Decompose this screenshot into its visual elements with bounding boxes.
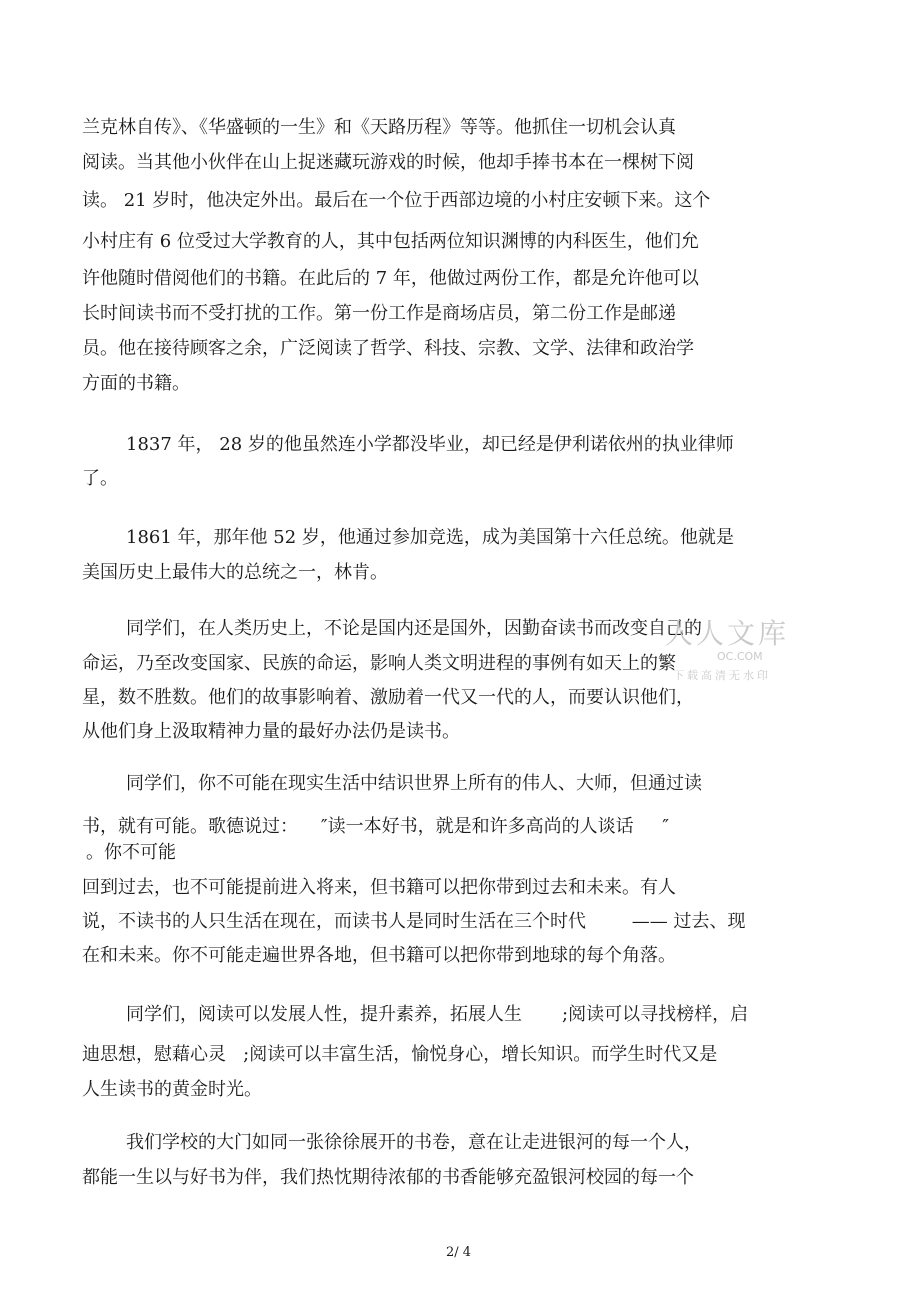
text-line: 。你不可能 <box>86 842 176 863</box>
text-line: 许他随时借阅他们的书籍。在此后的 7 年，他做过两份工作，都是允许他可以 <box>82 268 699 289</box>
watermark-title: 人人文库 <box>665 617 790 650</box>
text-line: 都能一生以与好书为伴，我们热忱期待浓郁的书香能够充盈银河校园的每一个 <box>82 1167 694 1188</box>
text-line: 长时间读书而不受打扰的工作。第一份工作是商场店员，第二份工作是邮递 <box>82 303 676 324</box>
text-line: 书，就有可能。歌德说过： ″读一本好书，就是和许多高尚的人谈话 ″ <box>82 816 669 837</box>
text-line: 了。 <box>82 468 118 489</box>
text-line: 同学们，阅读可以发展人性，提升素养，拓展人生 ;阅读可以寻找榜样，启 <box>126 1004 749 1025</box>
text-line: 阅读。当其他小伙伴在山上捉迷藏玩游戏的时候，他却手捧书本在一棵树下阅 <box>82 152 694 173</box>
text-line: 读。 21 岁时，他决定外出。最后在一个位于西部边境的小村庄安顿下来。这个 <box>82 190 711 211</box>
text-line: 在和未来。你不可能走遍世界各地，但书籍可以把你带到地球的每个角落。 <box>82 945 676 966</box>
text-line: 1861 年，那年他 52 岁，他通过参加竞选，成为美国第十六任总统。他就是 <box>126 527 734 548</box>
text-line: 同学们，在人类历史上，不论是国内还是国外，因勤奋读书而改变自己的 <box>126 618 702 639</box>
text-line: 方面的书籍。 <box>82 373 190 394</box>
text-line: 命运，乃至改变国家、民族的命运，影响人类文明进程的事例有如天上的繁 <box>82 653 676 674</box>
text-line: 员。他在接待顾客之余，广泛阅读了哲学、科技、宗教、文学、法律和政治学 <box>82 338 694 359</box>
text-line: 1837 年， 28 岁的他虽然连小学都没毕业，却已经是伊利诺依州的执业律师 <box>126 434 734 455</box>
text-line: 说，不读书的人只生活在现在，而读书人是同时生活在三个时代 —— 过去、现 <box>82 911 746 932</box>
text-line: 小村庄有 6 位受过大学教育的人，其中包括两位知识渊博的内科医生，他们允 <box>82 231 699 252</box>
watermark-url: OC.COM <box>717 650 763 663</box>
page-number: 2/ 4 <box>446 1245 472 1260</box>
text-line: 从他们身上汲取精神力量的最好办法仍是读书。 <box>82 721 460 742</box>
text-line: 同学们，你不可能在现实生活中结识世界上所有的伟人、大师，但通过读 <box>126 773 702 794</box>
text-line: 美国历史上最伟大的总统之一，林肯。 <box>82 562 388 583</box>
watermark-logo <box>655 612 790 692</box>
text-line: 人生读书的黄金时光。 <box>82 1079 262 1100</box>
watermark-subtitle: 下载高清无水印 <box>673 669 771 682</box>
text-line: 兰克林自传》、《华盛顿的一生》和《天路历程》等等。他抓住一切机会认真 <box>82 117 676 138</box>
text-line: 回到过去，也不可能提前进入将来，但书籍可以把你带到过去和未来。有人 <box>82 877 676 898</box>
text-line: 迪思想，慰藉心灵 ;阅读可以丰富生活，愉悦身心，增长知识。而学生时代又是 <box>82 1044 718 1065</box>
text-line: 星，数不胜数。他们的故事影响着、激励着一代又一代的人，而要认识他们， <box>82 687 694 708</box>
text-line: 我们学校的大门如同一张徐徐展开的书卷，意在让走进银河的每一个人， <box>126 1132 702 1153</box>
